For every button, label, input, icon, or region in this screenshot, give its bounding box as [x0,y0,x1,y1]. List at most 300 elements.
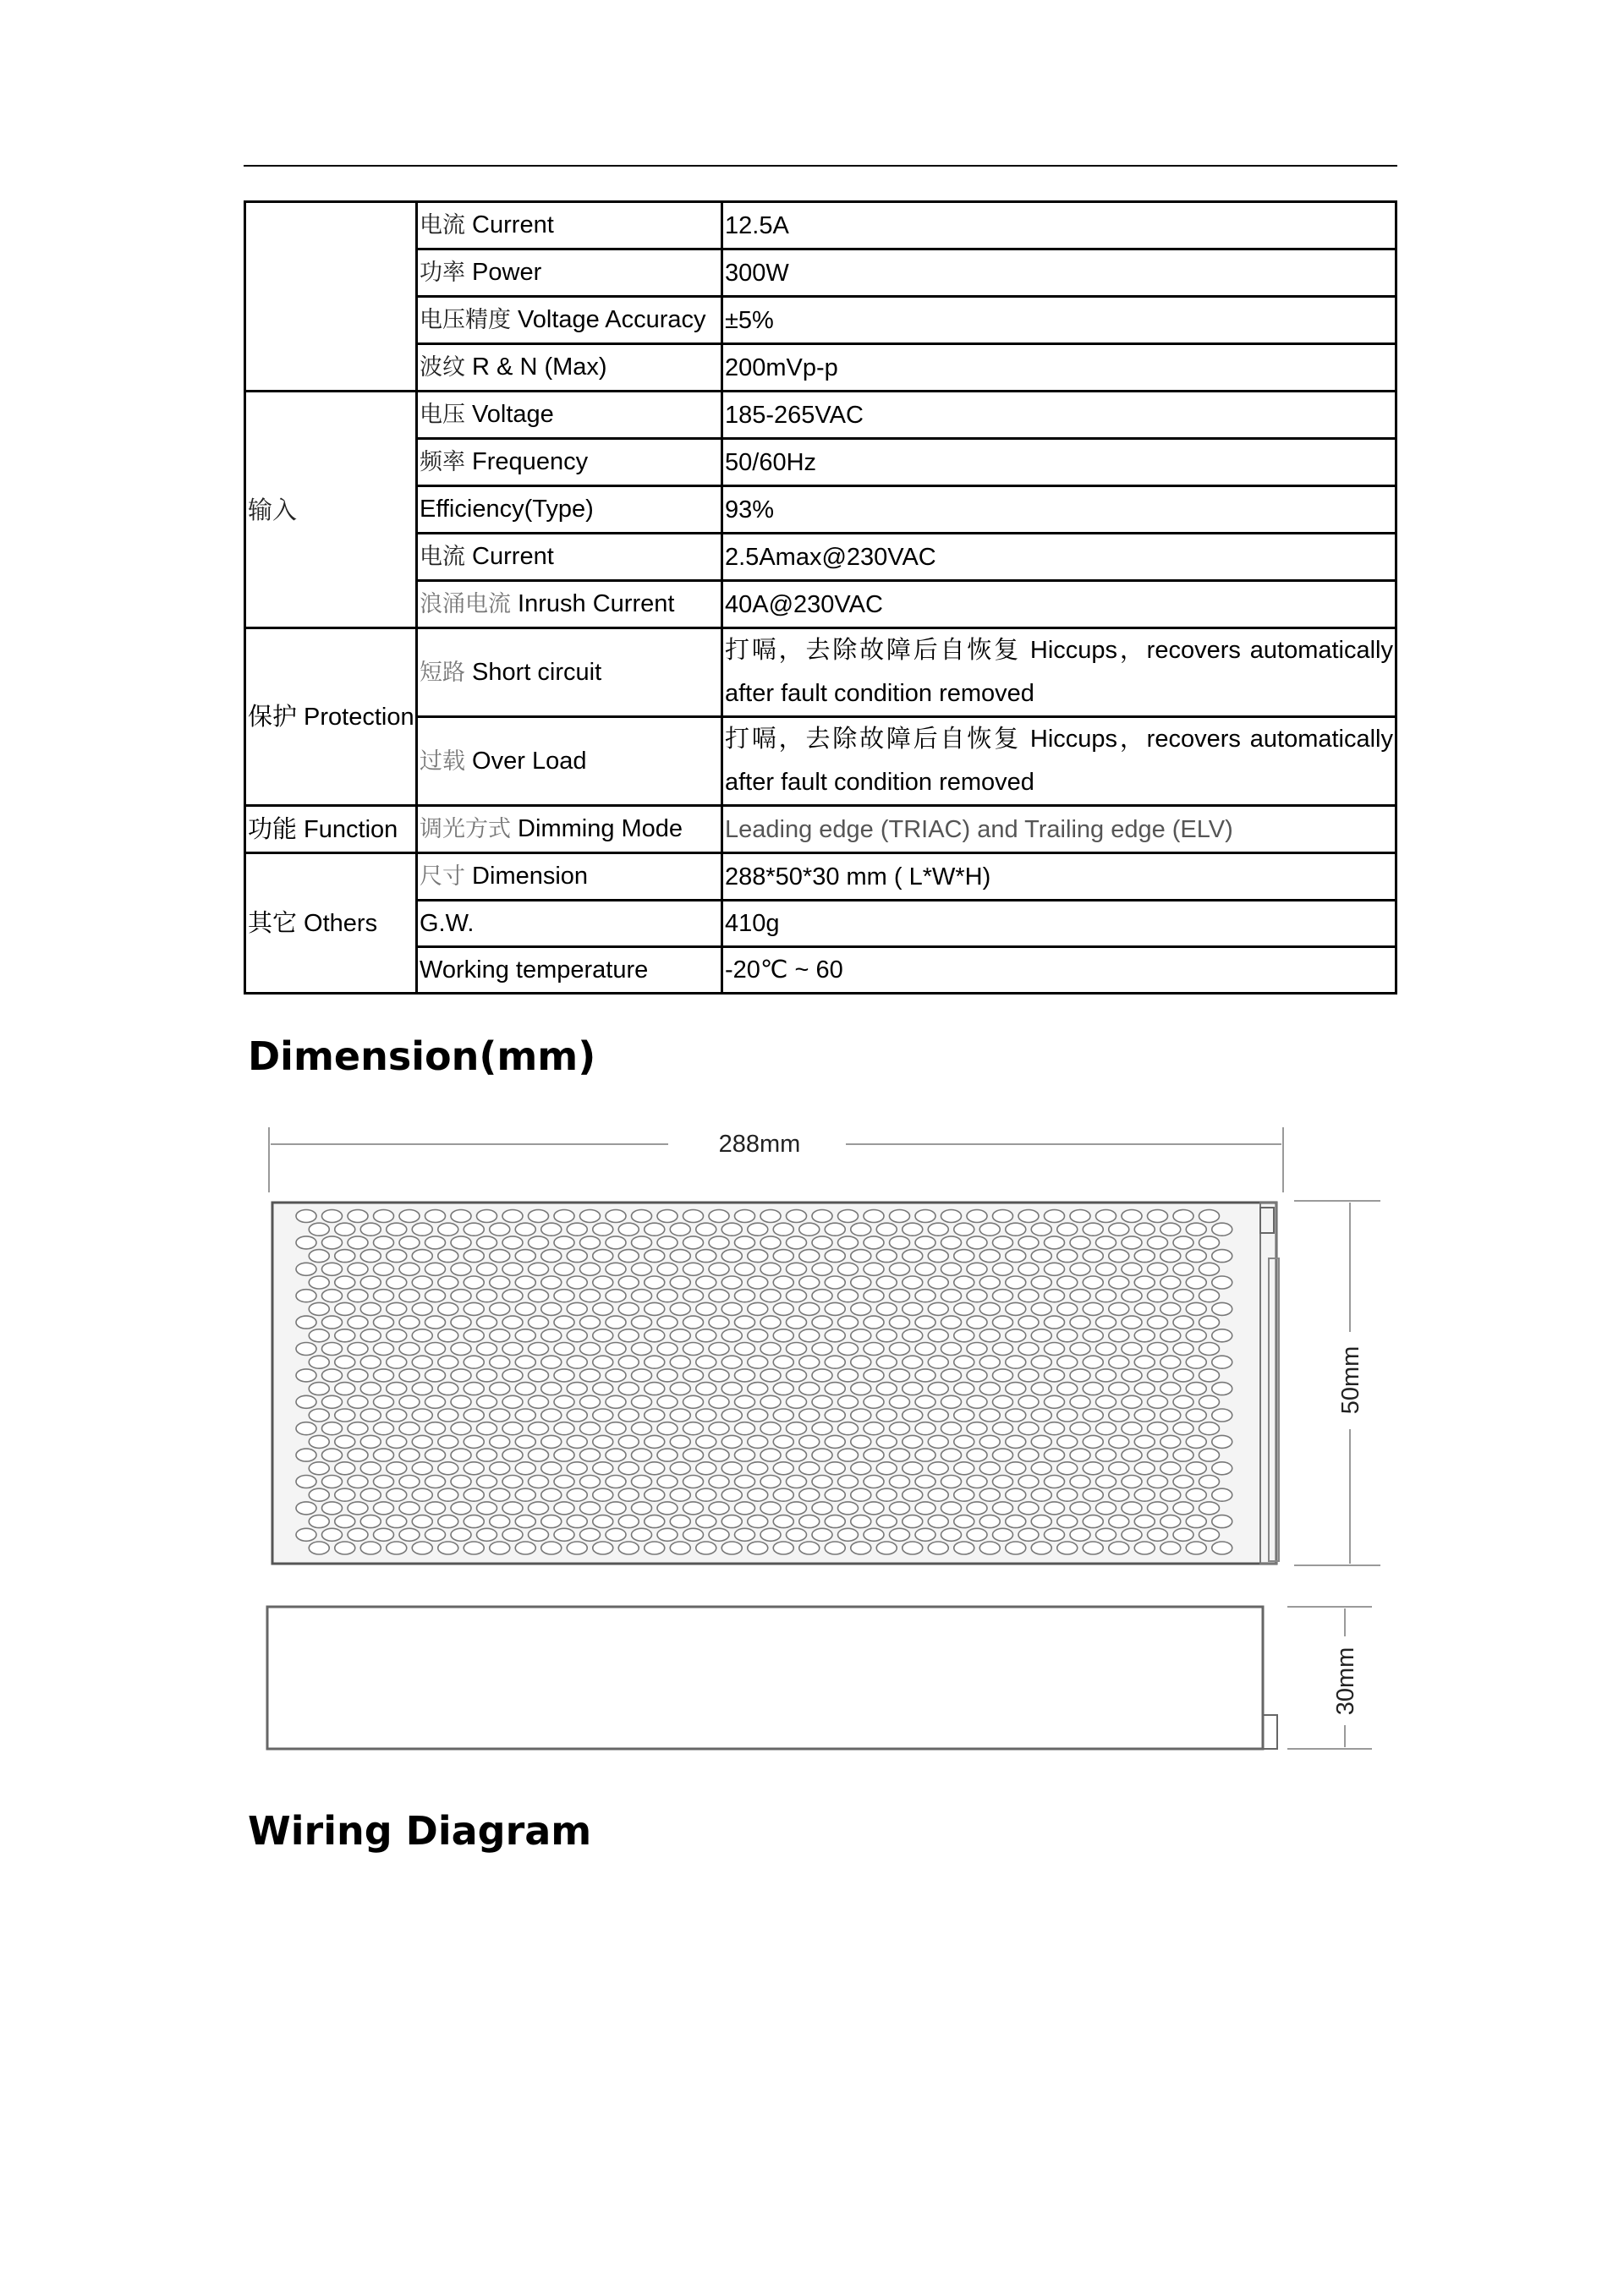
vent-hole [1160,1302,1181,1315]
vent-hole [903,1542,923,1554]
vent-hole [1096,1395,1116,1408]
vent-hole [1096,1290,1116,1302]
vent-hole [451,1290,471,1302]
vent-hole [851,1276,871,1289]
vent-hole [683,1210,704,1223]
vent-hole [760,1210,781,1223]
vent-hole [670,1356,690,1368]
vent-hole [335,1356,355,1368]
vent-hole [541,1356,562,1368]
vent-hole [876,1462,897,1475]
vent-hole [851,1356,871,1368]
vent-hole [1031,1223,1051,1236]
vent-hole [993,1343,1013,1356]
vent-hole [1199,1449,1220,1461]
category-input: 输入 [245,392,417,628]
vent-hole [309,1250,329,1263]
vent-hole [993,1476,1013,1488]
vent-hole [412,1542,432,1554]
vent-hole [360,1435,381,1448]
vent-hole [477,1343,497,1356]
vent-hole [735,1528,755,1541]
vent-hole [1070,1449,1090,1461]
vent-hole [1006,1462,1026,1475]
vent-hole [412,1329,432,1342]
vent-hole [451,1422,471,1435]
vent-hole [941,1395,962,1408]
param-cell: 调光方式 Dimming Mode [417,806,722,853]
vent-hole [1018,1449,1039,1461]
vent-hole [683,1369,704,1382]
vent-hole [1083,1329,1103,1342]
vent-hole [618,1276,639,1289]
vent-hole [709,1395,729,1408]
vent-hole [1134,1542,1155,1554]
vent-hole [1096,1236,1116,1249]
vent-hole [502,1449,523,1461]
vent-hole [360,1488,381,1501]
vent-hole [1199,1395,1220,1408]
vent-hole [464,1302,484,1315]
vent-hole [812,1369,832,1382]
vent-hole [851,1542,871,1554]
vent-hole [696,1435,716,1448]
vent-hole [322,1422,343,1435]
vent-hole [787,1502,807,1515]
vent-hole [464,1276,484,1289]
vent-hole [322,1343,343,1356]
vent-hole [851,1462,871,1475]
vent-hole [1160,1250,1181,1263]
vent-hole [851,1223,871,1236]
vent-hole [1096,1502,1116,1515]
vent-hole [412,1435,432,1448]
vent-hole [606,1422,626,1435]
vent-hole [593,1383,613,1395]
vent-hole [1096,1343,1116,1356]
vent-hole [529,1316,549,1329]
vent-hole [773,1435,793,1448]
vent-hole [670,1515,690,1528]
vent-hole [1160,1435,1181,1448]
vent-hole [1122,1263,1142,1275]
vent-hole [890,1476,910,1488]
vent-hole [787,1290,807,1302]
vent-hole [851,1302,871,1315]
vent-hole [515,1302,535,1315]
vent-hole [1083,1223,1103,1236]
param-cell: Efficiency(Type) [417,486,722,534]
vent-hole [1122,1210,1142,1223]
vent-hole [993,1449,1013,1461]
vent-hole [838,1395,859,1408]
vent-hole [1173,1290,1193,1302]
vent-hole [515,1488,535,1501]
vent-hole [296,1502,316,1515]
vent-hole [696,1356,716,1368]
vent-hole [425,1316,446,1329]
vent-hole [580,1263,601,1275]
vent-hole [657,1528,678,1541]
vent-hole [348,1395,368,1408]
vent-hole [593,1250,613,1263]
vent-hole [296,1236,316,1249]
vent-hole [360,1302,381,1315]
vent-hole [967,1236,987,1249]
vent-hole [864,1476,884,1488]
param-cell: Working temperature [417,947,722,994]
vent-hole [554,1528,574,1541]
vent-hole [735,1422,755,1435]
vent-hole [1199,1263,1220,1275]
vent-hole [721,1409,742,1422]
vent-hole [773,1302,793,1315]
vent-hole [515,1223,535,1236]
vent-hole [296,1395,316,1408]
vent-hole [1083,1383,1103,1395]
vent-hole [580,1476,601,1488]
vent-hole [645,1515,665,1528]
vent-hole [1057,1329,1078,1342]
vent-hole [1148,1343,1168,1356]
vent-hole [399,1263,420,1275]
vent-hole [438,1250,458,1263]
vent-hole [928,1276,948,1289]
vent-hole [387,1542,407,1554]
vent-hole [928,1250,948,1263]
vent-hole [645,1542,665,1554]
vent-hole [799,1276,820,1289]
vent-hole [645,1409,665,1422]
vent-hole [851,1488,871,1501]
vent-hole [309,1409,329,1422]
vent-hole [864,1290,884,1302]
vent-hole [876,1329,897,1342]
vent-hole [632,1210,652,1223]
vent-hole [696,1515,716,1528]
vent-hole [721,1356,742,1368]
vent-hole [322,1290,343,1302]
vent-hole [296,1263,316,1275]
vent-hole [477,1263,497,1275]
vent-hole [825,1250,845,1263]
vent-hole [1031,1435,1051,1448]
vent-hole [567,1223,587,1236]
vent-hole [464,1435,484,1448]
vent-hole [606,1449,626,1461]
vent-hole [709,1369,729,1382]
vent-hole [399,1316,420,1329]
vent-hole [1173,1422,1193,1435]
vent-hole [787,1316,807,1329]
vent-hole [1109,1542,1129,1554]
vent-hole [864,1502,884,1515]
vent-hole [1018,1502,1039,1515]
vent-hole [670,1329,690,1342]
vent-hole [1006,1515,1026,1528]
vent-hole [954,1435,974,1448]
vent-hole [412,1356,432,1368]
vent-hole [1109,1223,1129,1236]
vent-hole [374,1316,394,1329]
vent-hole [825,1302,845,1315]
width-label: 50mm [1337,1345,1364,1415]
vent-hole [1083,1409,1103,1422]
vent-hole [425,1369,446,1382]
param-cell: 短路 Short circuit [417,628,722,717]
vent-hole [606,1343,626,1356]
vent-hole [502,1263,523,1275]
vent-hole [683,1263,704,1275]
vent-hole [632,1395,652,1408]
vent-hole [890,1395,910,1408]
vent-hole [1109,1435,1129,1448]
vent-hole [1031,1356,1051,1368]
vent-hole [954,1542,974,1554]
vent-hole [399,1290,420,1302]
vent-hole [683,1502,704,1515]
vent-hole [825,1542,845,1554]
vent-hole [374,1343,394,1356]
vent-hole [773,1488,793,1501]
vent-hole [1045,1210,1065,1223]
vent-hole [1186,1276,1206,1289]
value-cell: 200mVp-p [722,344,1396,392]
vent-hole [838,1369,859,1382]
vent-hole [864,1263,884,1275]
vent-hole [903,1302,923,1315]
vent-hole [709,1236,729,1249]
vent-hole [812,1528,832,1541]
vent-hole [954,1409,974,1422]
vent-hole [425,1422,446,1435]
vent-hole [1134,1488,1155,1501]
vent-hole [567,1515,587,1528]
vent-hole [606,1316,626,1329]
vent-hole [825,1356,845,1368]
vent-hole [954,1515,974,1528]
vent-hole [773,1223,793,1236]
vent-hole [399,1395,420,1408]
vent-hole [979,1302,1000,1315]
vent-hole [1173,1395,1193,1408]
vent-hole [773,1383,793,1395]
vent-hole [979,1435,1000,1448]
vent-hole [670,1223,690,1236]
vent-hole [529,1210,549,1223]
vent-hole [812,1422,832,1435]
vent-hole [1148,1422,1168,1435]
vent-hole [541,1462,562,1475]
vent-hole [812,1476,832,1488]
vent-hole [1109,1515,1129,1528]
vent-hole [1186,1356,1206,1368]
vent-hole [838,1263,859,1275]
vent-hole [696,1329,716,1342]
vent-hole [1018,1422,1039,1435]
vent-hole [360,1383,381,1395]
vent-hole [670,1276,690,1289]
vent-hole [1122,1449,1142,1461]
wiring-heading: Wiring Diagram [248,1808,592,1854]
vent-hole [515,1383,535,1395]
vent-hole [438,1276,458,1289]
vent-hole [1122,1502,1142,1515]
vent-hole [593,1356,613,1368]
vent-hole [335,1488,355,1501]
vent-hole [721,1383,742,1395]
vent-hole [735,1369,755,1382]
vent-hole [1045,1290,1065,1302]
vent-hole [1083,1542,1103,1554]
vent-hole [606,1290,626,1302]
vent-hole [838,1476,859,1488]
vent-hole [1070,1210,1090,1223]
vent-hole [529,1395,549,1408]
vent-hole [451,1236,471,1249]
vent-hole [490,1356,510,1368]
vent-hole [979,1223,1000,1236]
vent-hole [515,1276,535,1289]
vent-hole [1057,1223,1078,1236]
vent-hole [490,1329,510,1342]
vent-hole [851,1329,871,1342]
vent-hole [412,1462,432,1475]
vent-hole [632,1449,652,1461]
vent-hole [721,1250,742,1263]
vent-hole [928,1542,948,1554]
vent-hole [1160,1488,1181,1501]
vent-hole [296,1528,316,1541]
vent-hole [464,1462,484,1475]
vent-hole [1057,1515,1078,1528]
vent-hole [657,1316,678,1329]
vent-hole [748,1488,768,1501]
vent-hole [1096,1369,1116,1382]
vent-hole [967,1316,987,1329]
vent-hole [1148,1263,1168,1275]
vent-hole [490,1276,510,1289]
vent-hole [838,1236,859,1249]
vent-hole [477,1210,497,1223]
vent-hole [554,1343,574,1356]
vent-hole [941,1422,962,1435]
vent-hole [721,1462,742,1475]
value-cell: 300W [722,249,1396,297]
vent-hole [1173,1210,1193,1223]
vent-hole [864,1236,884,1249]
vent-hole [541,1435,562,1448]
vent-hole [554,1290,574,1302]
vent-hole [580,1395,601,1408]
vent-hole [464,1250,484,1263]
vent-hole [618,1383,639,1395]
vent-hole [954,1329,974,1342]
vent-hole [876,1276,897,1289]
vent-hole [1173,1476,1193,1488]
vent-hole [632,1316,652,1329]
vent-hole [1109,1462,1129,1475]
vent-hole [941,1343,962,1356]
vent-hole [580,1502,601,1515]
vent-hole [1134,1276,1155,1289]
vent-hole [425,1290,446,1302]
vent-hole [567,1276,587,1289]
vent-hole [309,1435,329,1448]
vent-hole [657,1290,678,1302]
vent-hole [645,1462,665,1475]
vent-hole [451,1528,471,1541]
vent-hole [993,1369,1013,1382]
vent-hole [967,1290,987,1302]
vent-hole [1045,1422,1065,1435]
vent-hole [825,1383,845,1395]
param-cell: 电压 Voltage [417,392,722,439]
vent-hole [541,1542,562,1554]
vent-hole [451,1263,471,1275]
vent-hole [1109,1329,1129,1342]
vent-hole [979,1409,1000,1422]
vent-hole [760,1422,781,1435]
vent-hole [1006,1409,1026,1422]
vent-hole [438,1302,458,1315]
vent-hole [696,1250,716,1263]
vent-hole [1018,1395,1039,1408]
vent-hole [593,1462,613,1475]
vent-hole [1031,1383,1051,1395]
vent-hole [825,1515,845,1528]
vent-hole [515,1542,535,1554]
vent-hole [773,1356,793,1368]
vent-hole [554,1476,574,1488]
top-view-body [272,1203,1279,1564]
vent-hole [1212,1302,1232,1315]
vent-hole [567,1488,587,1501]
vent-hole [1122,1422,1142,1435]
vent-hole [1186,1542,1206,1554]
vent-hole [451,1343,471,1356]
vent-hole [322,1395,343,1408]
vent-hole [1031,1302,1051,1315]
vent-hole [322,1449,343,1461]
vent-hole [1173,1316,1193,1329]
vent-hole [387,1329,407,1342]
vent-hole [1134,1302,1155,1315]
vent-hole [1006,1329,1026,1342]
vent-hole [296,1476,316,1488]
vent-hole [1186,1329,1206,1342]
vent-hole [1031,1462,1051,1475]
vent-hole [360,1276,381,1289]
vent-hole [387,1223,407,1236]
vent-hole [760,1369,781,1382]
vent-hole [670,1488,690,1501]
vent-hole [1173,1449,1193,1461]
vent-hole [773,1462,793,1475]
vent-hole [735,1449,755,1461]
vent-hole [683,1395,704,1408]
vent-hole [1045,1316,1065,1329]
vent-hole [515,1435,535,1448]
vent-hole [309,1383,329,1395]
vent-hole [979,1250,1000,1263]
vent-hole [1173,1236,1193,1249]
vent-hole [928,1302,948,1315]
vent-hole [915,1210,935,1223]
vent-hole [541,1276,562,1289]
vent-hole [1186,1435,1206,1448]
vent-hole [296,1210,316,1223]
